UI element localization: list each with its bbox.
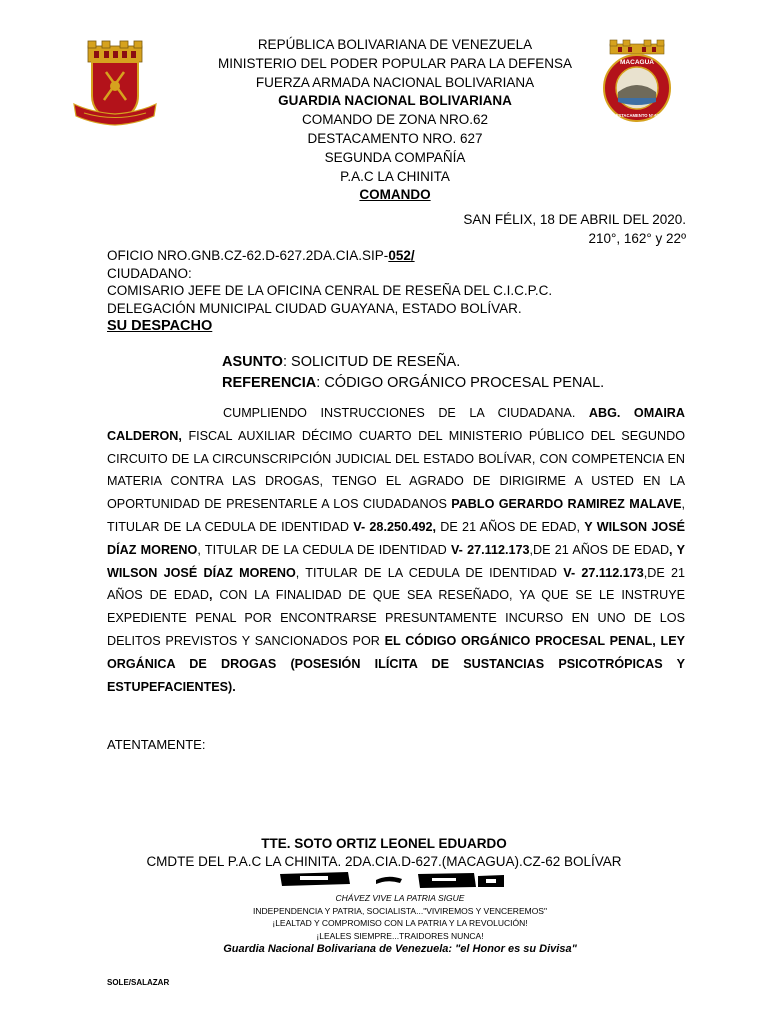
motto-independencia: INDEPENDENCIA Y PATRIA, SOCIALISTA..."VIVIREMOS Y VENCEREMOS": [252, 905, 547, 916]
asunto-text: : SOLICITUD DE RESEÑA.: [282, 354, 461, 370]
crest-top-text: MACAGUA: [620, 59, 654, 66]
asunto-line: [222, 352, 604, 373]
addressee-block: [107, 247, 552, 336]
motto-gnb: Guardia Nacional Bolivariana de Venezuela: "el Honor es su Divisa": [223, 943, 577, 955]
date-block: [463, 210, 686, 248]
header-republic: REPÚBLICA BOLIVARIANA DE VENEZUELA: [257, 37, 533, 52]
oficio-prefix: OFICIO NRO.GNB.CZ-62.D-627.2DA.CIA.SIP-: [107, 248, 389, 263]
body-paragraph: [107, 402, 685, 698]
citizen-2-name: Y WILSON JOSÉ DÍAZ MORENO: [107, 519, 685, 557]
header-compania: SEGUNDA COMPAÑÍA: [324, 149, 466, 165]
motto-chavez: CHÁVEZ VIVE LA PATRIA SIGUE: [335, 893, 465, 903]
referencia-line: [222, 373, 604, 394]
body-text-6: ,DE 21 AÑOS DE EDAD: [529, 542, 670, 557]
citizen-2-id: V- 27.112.173: [450, 542, 530, 557]
ciudadano-label: CIUDADANO:: [107, 265, 192, 281]
date-line: SAN FÉLIX, 18 DE ABRIL DEL 2020.: [463, 212, 686, 227]
oficio-line: [107, 247, 552, 265]
body-text-7: , TITULAR DE LA CEDULA DE IDENTIDAD: [295, 565, 564, 580]
body-comma: ,: [208, 588, 213, 603]
gnb-crest-logo: [70, 38, 160, 130]
anniversary-line: 210°, 162° y 22º: [588, 231, 686, 246]
mottos-block: [0, 892, 768, 956]
body-text-2: FISCAL AUXILIAR DÉCIMO CUARTO DEL MINISTERIO PÚBLICO DEL SEGUNDO CIRCUITO DE LA CIRCUNSCRIPCIÓN JUDICIAL DEL ESTADO BOLÍVAR, CON COMPETENCIA EN MATERIA CONTRA LAS DROGAS, TENGO EL AGRADO DE DIRIGIRME A USTED EN LA OPORTUNIDAD DE PRESENTARLE A LOS CIUDADANOS: [107, 428, 685, 512]
body-text-3: , TITULAR DE LA CEDULA DE IDENTIDAD: [107, 497, 685, 534]
header-pac: P.A.C LA CHINITA: [340, 168, 450, 184]
fiscal-name: ABG. OMAIRA CALDERON,: [107, 406, 686, 443]
body-text-1: CUMPLIENDO INSTRUCCIONES DE LA CIUDADANA.: [223, 406, 589, 420]
header-zona: COMANDO DE ZONA NRO.62: [301, 112, 489, 128]
delegacion-line: DELEGACIÓN MUNICIPAL CIUDAD GUAYANA, ESTADO BOLÍVAR.: [107, 300, 522, 316]
body-text-5: , TITULAR DE LA CEDULA DE IDENTIDAD: [197, 542, 451, 557]
comisario-line: COMISARIO JEFE DE LA OFICINA CENRAL DE RESEÑA DEL C.I.C.P.C.: [107, 283, 553, 298]
motto-leales: ¡LEALES SIEMPRE...TRAIDORES NUNCA!: [316, 930, 484, 941]
header-fanb: FUERZA ARMADA NACIONAL BOLIVARIANA: [255, 74, 535, 90]
citizen-1-id: V- 28.250.492,: [353, 519, 436, 534]
header-gnb: GUARDIA NACIONAL BOLIVARIANA: [278, 93, 512, 109]
header-ministry: MINISTERIO DEL PODER POPULAR PARA LA DEFENSA: [217, 55, 573, 71]
citizen-1-name: PABLO GERARDO RAMIREZ MALAVE: [451, 497, 682, 512]
citizen-3-name: , Y WILSON JOSÉ DÍAZ MORENO: [107, 542, 685, 580]
motto-lealtad: ¡LEALTAD Y COMPROMISO CON LA PATRIA Y LA REVOLUCIÓN!: [272, 918, 528, 928]
signer-title: CMDTE DEL P.A.C LA CHINITA. 2DA.CIA.D-627.(MACAGUA).CZ-62 BOLÍVAR: [146, 854, 622, 869]
signer-name: TTE. SOTO ORTIZ LEONEL EDUARDO: [261, 836, 507, 851]
signature-block: [0, 835, 768, 871]
subject-block: [222, 352, 604, 394]
letterhead: [180, 36, 610, 205]
body-text-8: ,DE 21 AÑOS DE EDAD: [107, 565, 685, 603]
su-despacho: SU DESPACHO: [107, 318, 213, 334]
letter-body: [107, 402, 685, 698]
legal-reference: EL CÓDIGO ORGÁNICO PROCESAL PENAL, LEY ORGÁNICA DE DROGAS (POSESIÓN ILÍCITA DE SUSTANCIAS PSICOTRÓPICAS Y ESTUPEFACIENTES).: [107, 633, 685, 694]
header-destacamento: DESTACAMENTO NRO. 627: [307, 130, 483, 146]
typist-initials: SOLE/SALAZAR: [107, 978, 170, 987]
referencia-text: : CÓDIGO ORGÁNICO PROCESAL PENAL.: [316, 375, 605, 391]
header-comando: COMANDO: [359, 187, 431, 203]
oficio-number: 052/: [388, 248, 415, 263]
referencia-label: REFERENCIA: [222, 375, 317, 391]
footer-signature-bars: [278, 870, 508, 890]
body-text-4: DE 21 AÑOS DE EDAD,: [435, 519, 585, 534]
atentamente: ATENTAMENTE:: [107, 737, 206, 752]
body-text-9: CON LA FINALIDAD DE QUE SEA RESEÑADO, YA QUE SE LE INSTRUYE EXPEDIENTE PENAL POR ENCONTRARSE PRESUNTAMENTE INCURSO EN UNO DE LOS DELITOS PREVISTOS Y SANCIONADOS POR: [107, 588, 685, 648]
crest-bottom-text: DESTACAMENTO Nº 627: [612, 113, 662, 118]
citizen-3-id: V- 27.112.173: [563, 565, 644, 580]
asunto-label: ASUNTO: [222, 354, 283, 370]
